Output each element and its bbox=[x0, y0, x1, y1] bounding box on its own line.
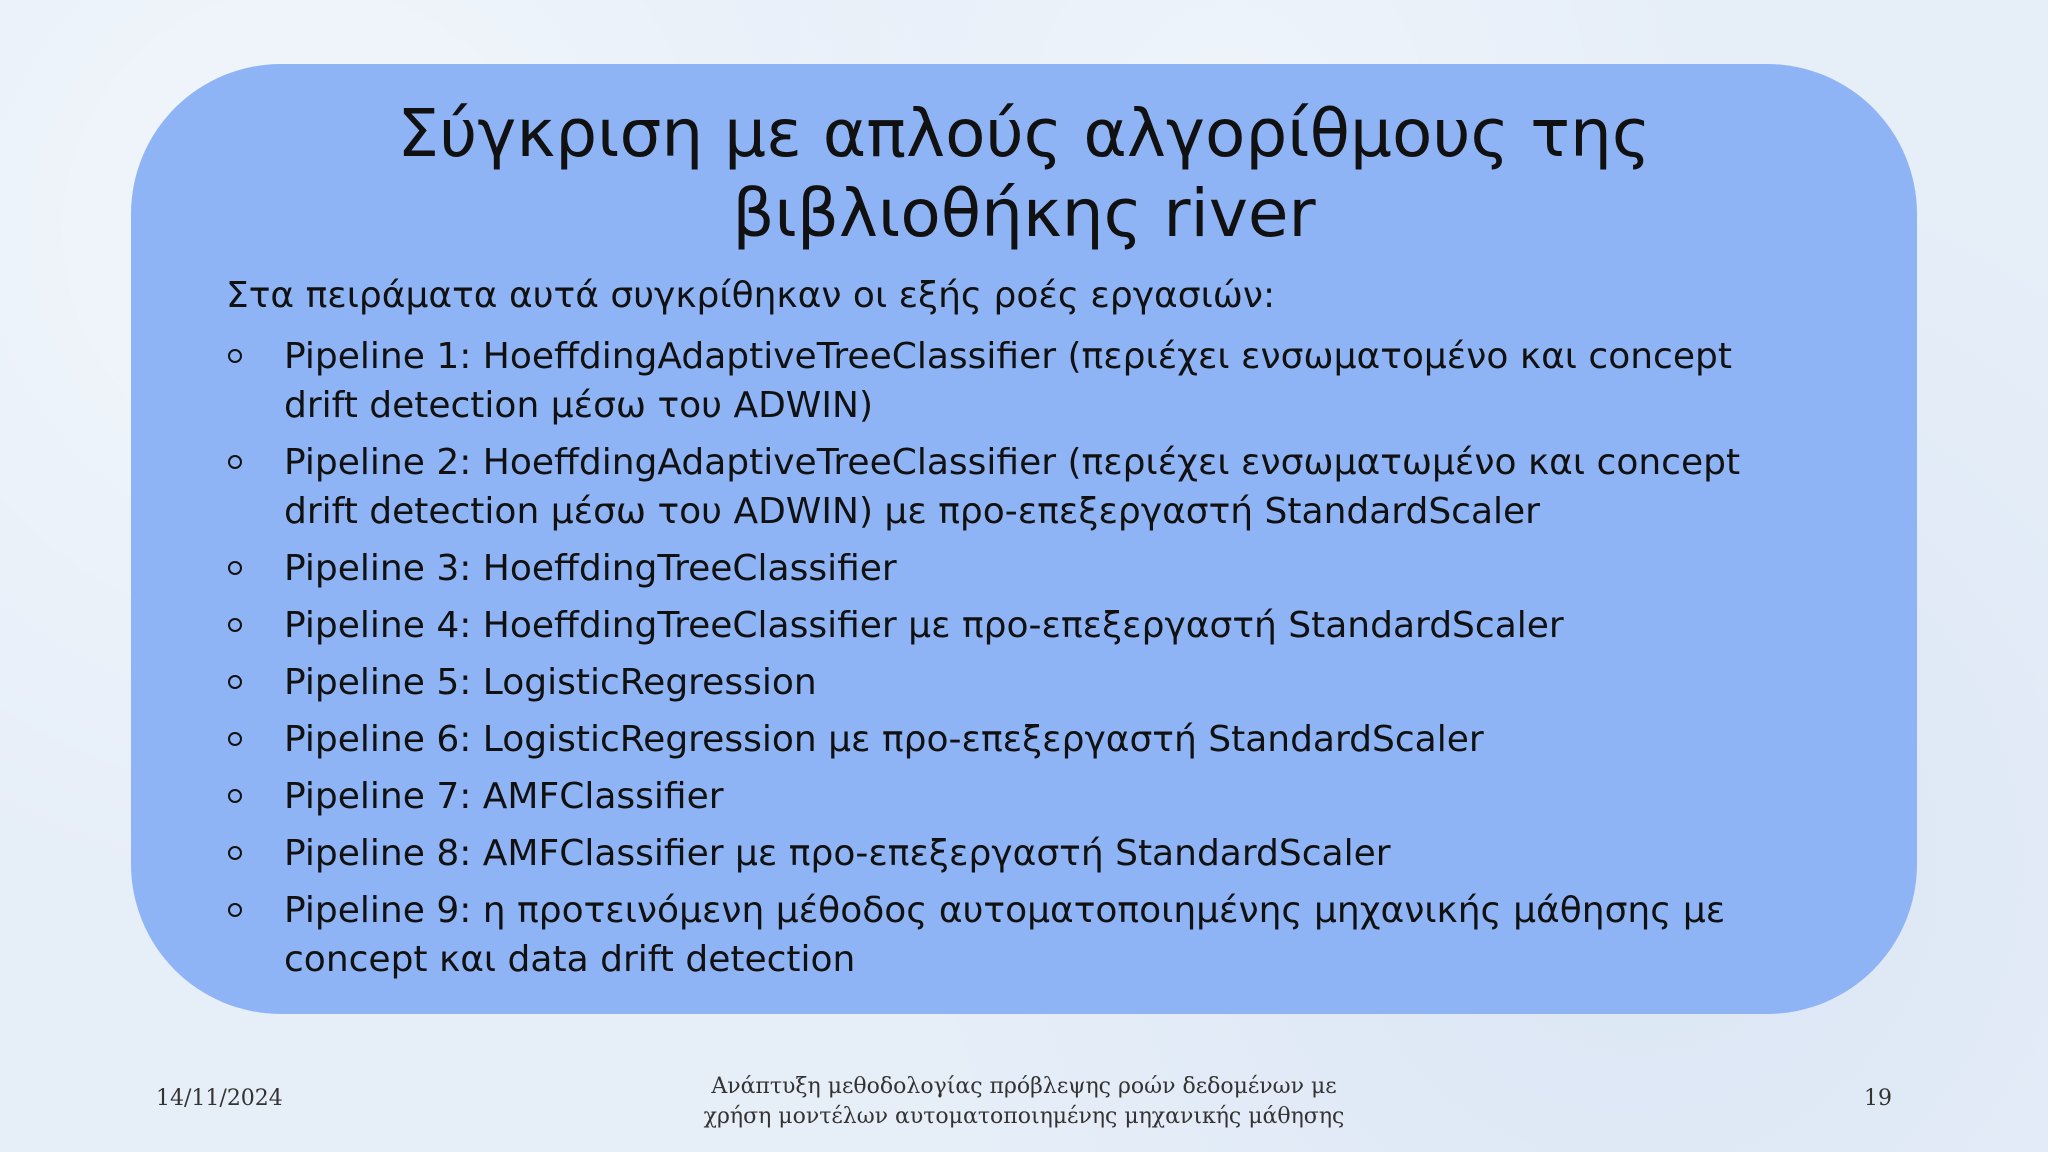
circle-bullet-icon bbox=[228, 789, 242, 803]
circle-bullet-icon bbox=[228, 903, 242, 917]
list-item bbox=[226, 715, 1786, 764]
list-item bbox=[226, 658, 1786, 707]
circle-bullet-icon bbox=[228, 675, 242, 689]
footer-title-line-2: χρήση μοντέλων αυτοματοποιημένης μηχανικής μάθησης bbox=[703, 1104, 1345, 1129]
circle-bullet-icon bbox=[228, 732, 242, 746]
list-item bbox=[226, 886, 1786, 984]
slide-title-line-2: βιβλιοθήκης river bbox=[732, 175, 1316, 252]
list-item bbox=[226, 438, 1786, 536]
circle-bullet-icon bbox=[228, 846, 242, 860]
slide-title bbox=[131, 94, 1917, 254]
list-item-text: Pipeline 5: LogisticRegression bbox=[284, 662, 817, 703]
list-item-text: Pipeline 1: HoeffdingAdaptiveTreeClassifier (περιέχει ενσωματομένο και concept drift detection μέσω του ADWIN) bbox=[284, 336, 1732, 426]
list-item bbox=[226, 601, 1786, 650]
list-item-text: Pipeline 8: AMFClassifier με προ-επεξεργαστή StandardScaler bbox=[284, 833, 1391, 874]
list-item-text: Pipeline 2: HoeffdingAdaptiveTreeClassifier (περιέχει ενσωματωμένο και concept drift detection μέσω του ADWIN) με προ-επεξεργαστή StandardScaler bbox=[284, 442, 1741, 532]
footer-title bbox=[624, 1072, 1424, 1132]
pipeline-list bbox=[226, 332, 1786, 992]
list-item bbox=[226, 829, 1786, 878]
list-item-text: Pipeline 3: HoeffdingTreeClassifier bbox=[284, 548, 897, 589]
page-number: 19 bbox=[1864, 1086, 1892, 1111]
list-item bbox=[226, 544, 1786, 593]
list-item bbox=[226, 772, 1786, 821]
list-item-text: Pipeline 9: η προτεινόμενη μέθοδος αυτοματοποιημένης μηχανικής μάθησης με concept και data drift detection bbox=[284, 890, 1726, 980]
list-item-text: Pipeline 6: LogisticRegression με προ-επεξεργαστή StandardScaler bbox=[284, 719, 1484, 760]
list-item-text: Pipeline 7: AMFClassifier bbox=[284, 776, 724, 817]
circle-bullet-icon bbox=[228, 349, 242, 363]
list-item-text: Pipeline 4: HoeffdingTreeClassifier με προ-επεξεργαστή StandardScaler bbox=[284, 605, 1564, 646]
slide-title-line-1: Σύγκριση με απλούς αλγορίθμους της bbox=[397, 95, 1651, 172]
intro-text: Στα πειράματα αυτά συγκρίθηκαν οι εξής ροές εργασιών: bbox=[226, 275, 1276, 316]
footer-title-line-1: Ανάπτυξη μεθοδολογίας πρόβλεψης ροών δεδομένων με bbox=[711, 1074, 1337, 1099]
circle-bullet-icon bbox=[228, 455, 242, 469]
list-item bbox=[226, 332, 1786, 430]
circle-bullet-icon bbox=[228, 561, 242, 575]
footer-date: 14/11/2024 bbox=[156, 1086, 283, 1111]
circle-bullet-icon bbox=[228, 618, 242, 632]
